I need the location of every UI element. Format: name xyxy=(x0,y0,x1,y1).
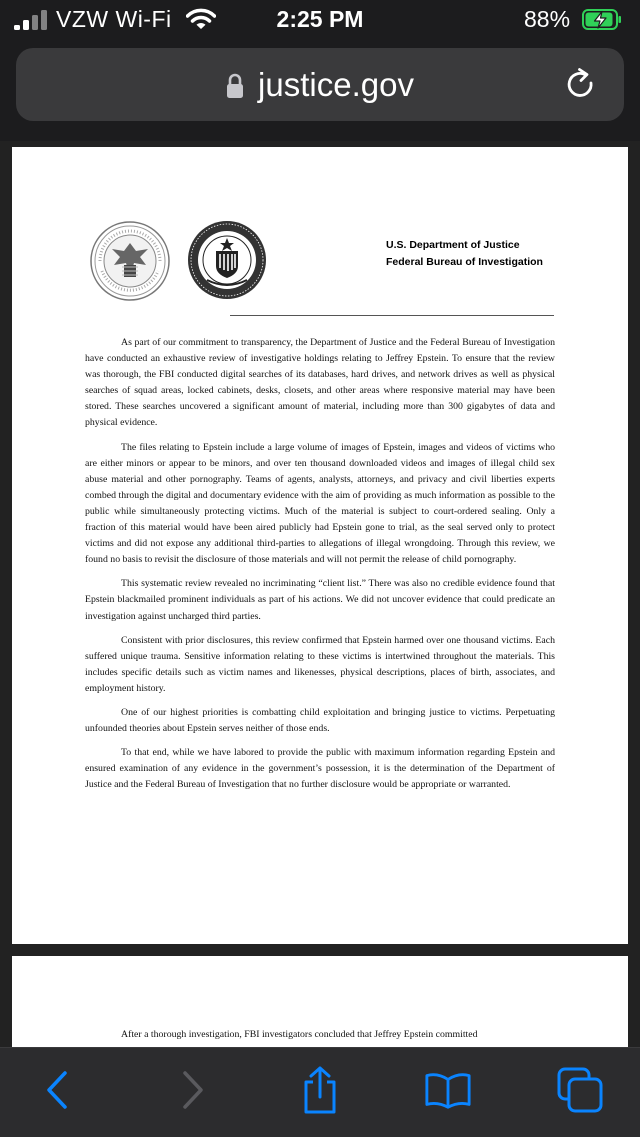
lock-icon xyxy=(226,73,244,99)
pdf-page-1 xyxy=(12,147,628,944)
reload-icon[interactable] xyxy=(564,68,598,102)
fbi-seal xyxy=(187,220,267,300)
paragraph: Consistent with prior disclosures, this review confirmed that Epstein harmed over one thousand victims. Each suffered unique trauma. Sensitive information relating to these victims is intertwined throughout the materials. This includes specific details such as victim names and likenesses, physical descriptions, places of birth, associates, and employment history. xyxy=(85,634,555,694)
bookmarks-icon xyxy=(424,1070,472,1110)
share-button[interactable] xyxy=(296,1066,344,1114)
bookmarks-button[interactable] xyxy=(424,1066,472,1114)
paragraph: To that end, while we have labored to provide the public with maximum information regarding Epstein and ensured examination of any evidence in the government’s possession, it is the determination of the Department of Justice and the Federal Bureau of Investigation that no further disclosure would be appropriate or warranted. xyxy=(85,747,555,791)
paragraph: One of our highest priorities is combatting child exploitation and bringing justice to victims. Perpetuating unfounded theories about Epstein serves neither of those ends. xyxy=(85,706,555,735)
signal-icon xyxy=(14,10,50,30)
url-text[interactable]: justice.gov xyxy=(258,65,414,103)
status-bar xyxy=(0,0,640,40)
doj-seal xyxy=(90,221,170,301)
agency-line-doj: U.S. Department of Justice xyxy=(386,239,520,251)
forward-button[interactable] xyxy=(168,1066,216,1114)
agency-header xyxy=(386,237,543,271)
paragraph: As part of our commitment to transparency, the Department of Justice and the Federal Bureau of Investigation have conducted an exhaustive review of investigative holdings relating to Jeffrey Epstein. To ensure that the review was thorough, the FBI conducted digital searches of its databases, hard drives, and network drives as well as physical searches of squad areas, locked cabinets, desks, closets, and other areas where responsive material may have been stored. These searches uncovered a significant amount of material, including more than 300 gigabytes of data and physical evidence. xyxy=(85,337,555,429)
back-button[interactable] xyxy=(34,1066,82,1114)
agency-line-fbi: Federal Bureau of Investigation xyxy=(386,256,543,268)
address-bar[interactable] xyxy=(16,48,624,121)
forward-icon xyxy=(177,1070,207,1110)
battery-percent: 88% xyxy=(524,6,571,32)
back-icon xyxy=(43,1070,73,1110)
tabs-icon xyxy=(556,1066,604,1114)
bottom-toolbar xyxy=(0,1047,640,1137)
wifi-icon xyxy=(186,8,216,30)
clock: 2:25 PM xyxy=(276,6,364,32)
pdf-page-2 xyxy=(12,956,628,1047)
header-divider xyxy=(230,315,554,316)
share-icon xyxy=(300,1066,340,1114)
tabs-button[interactable] xyxy=(556,1066,604,1114)
page-2-text: After a thorough investigation, FBI investigators concluded that Jeffrey Epstein committed xyxy=(121,1029,478,1040)
battery-charging-icon xyxy=(582,9,622,30)
carrier-label: VZW Wi-Fi xyxy=(56,6,172,32)
web-content[interactable] xyxy=(0,141,640,1047)
paragraph: The files relating to Epstein include a large volume of images of Epstein, images and videos of victims who are either minors or appear to be minors, and over ten thousand downloaded videos and images of illegal child sex abuse material and other pornography. Teams of agents, analysts, attorneys, and privacy and civil liberties experts combed through the digital and documentary evidence with the aim of providing as much information as possible to the public while simultaneously protecting victims. Much of the material is subject to court-ordered sealing. Only a fraction of this material would have been aired publicly had Epstein gone to trial, as the seal served only to protect victims and did not expose any additional third-parties to allegations of illegal wrongdoing. Through this review, we found no basis to revisit the disclosure of those materials and will not permit the release of child pornography. xyxy=(85,441,555,566)
paragraph: This systematic review revealed no incriminating “client list.” There was also no credible evidence found that Epstein blackmailed prominent individuals as part of his actions. We did not uncover evidence that could predicate an investigation against uncharged third parties. xyxy=(85,578,555,622)
memo-body xyxy=(85,335,555,801)
